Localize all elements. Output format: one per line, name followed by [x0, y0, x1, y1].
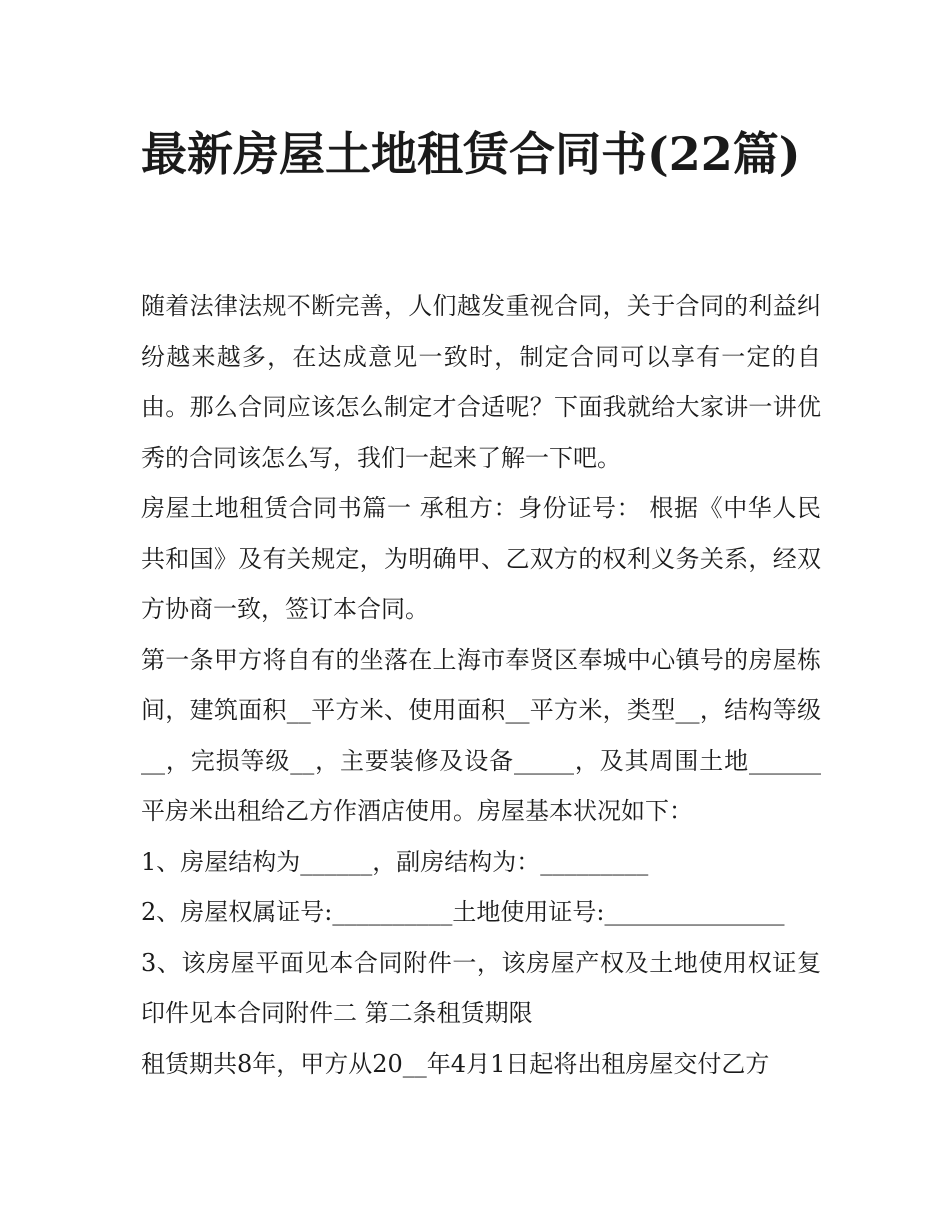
paragraph-item-1: 1、房屋结构为______，副房结构为：_________ [141, 847, 649, 876]
paragraph-lease-term: 租赁期共8年，甲方从20__年4月1日起将出租房屋交付乙方 [141, 1049, 770, 1078]
paragraph-item-2: 2、房屋权属证号:__________土地使用证号:_______________ [141, 898, 785, 926]
document-title: 最新房屋土地租赁合同书(22篇) [141, 127, 801, 181]
paragraph-article-one: 第一条甲方将自有的坐落在上海市奉贤区奉城中心镇号的房屋栋间，建筑面积__平方米、使用面积__平方米，类型__，结构等级__，完损等级__，主要装修及设备_____，及其周围土地______平房米出租给乙方作酒店使用。房屋基本状况如下： [141, 645, 821, 825]
paragraph-intro: 随着法律法规不断完善，人们越发重视合同，关于合同的利益纠纷越来越多，在达成意见一致时，制定合同可以享有一定的自由。那么合同应该怎么制定才合适呢？下面我就给大家讲一讲优秀的合同该怎么写，我们一起来了解一下吧。 [141, 292, 821, 472]
paragraph-contract-parties: 房屋土地租赁合同书篇一 承租方：身份证号： 根据《中华人民共和国》及有关规定，为明确甲、乙双方的权利义务关系，经双方协商一致，签订本合同。 [141, 494, 821, 623]
document-body [141, 281, 821, 1089]
paragraph-item-3: 3、该房屋平面见本合同附件一，该房屋产权及土地使用权证复印件见本合同附件二 第二条租赁期限 [141, 948, 821, 1027]
